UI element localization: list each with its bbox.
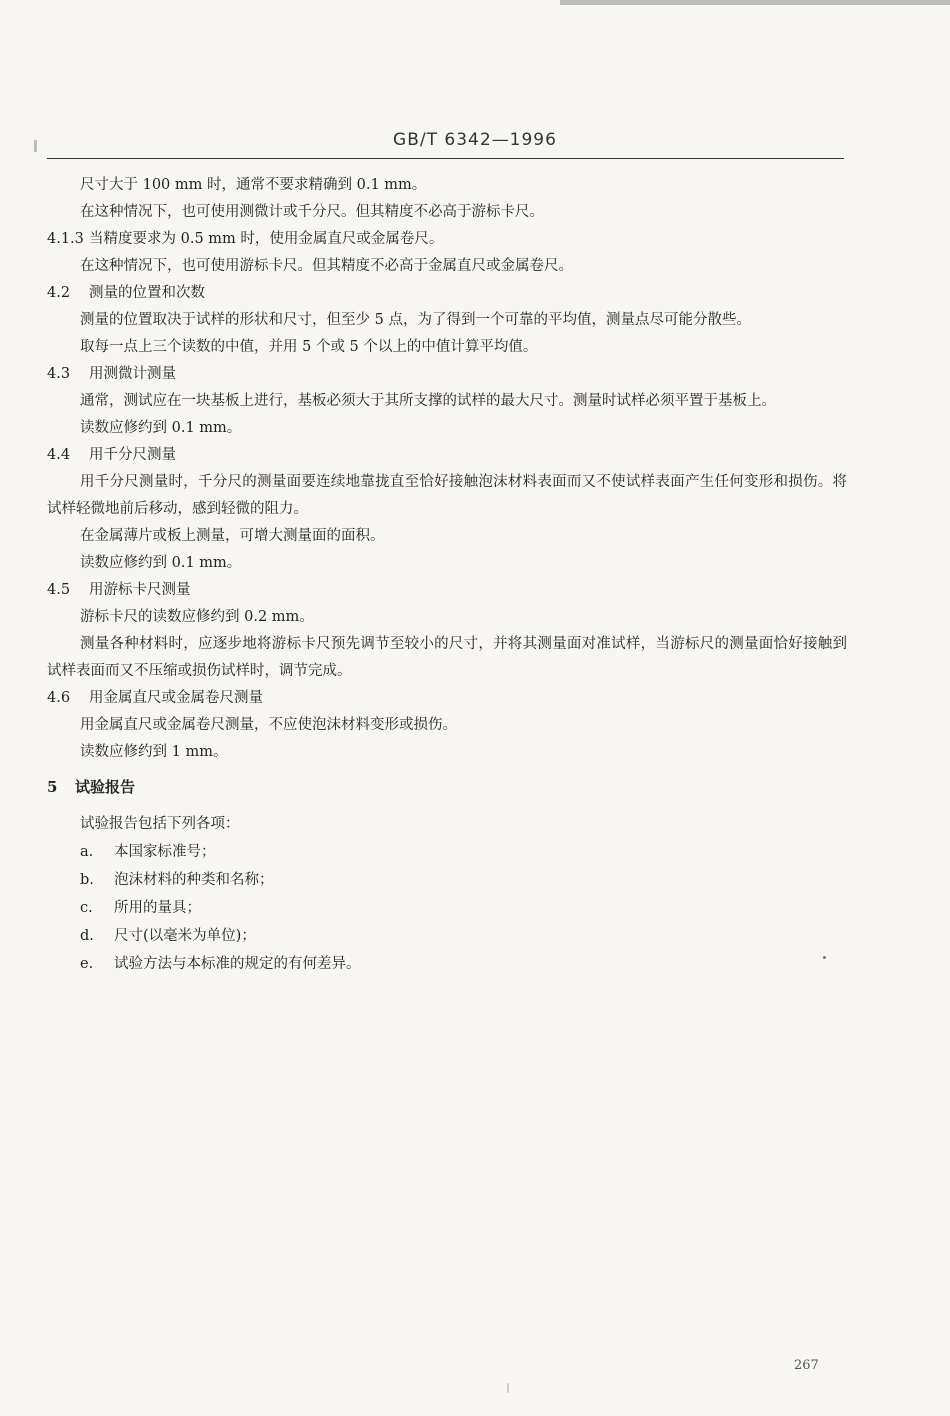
paragraph: 读数应修约到 0.1 mm。 — [80, 420, 242, 436]
paragraph: 游标卡尺的读数应修约到 0.2 mm。 — [80, 609, 314, 625]
scan-speck — [823, 956, 826, 959]
report-items — [47, 838, 847, 978]
report-item-label: d. — [80, 928, 94, 944]
paragraph: 用金属直尺或金属卷尺测量，不应使泡沫材料变形或损伤。 — [80, 717, 457, 733]
clause-number: 4.2 — [47, 285, 71, 301]
chapter-title: 试验报告 — [75, 778, 136, 796]
clause-number: 4.3 — [47, 366, 71, 382]
paragraph: 用千分尺测量时，千分尺的测量面要连续地靠拢直至恰好接触泡沫材料表面而又不使试样表面产生任何变形和损伤。将试样轻微地前后移动，感到轻微的阻力。 — [47, 474, 847, 517]
clause-title: 当精度要求为 0.5 mm 时，使用金属直尺或金属卷尺。 — [89, 231, 444, 247]
paragraph: 读数应修约到 1 mm。 — [80, 744, 228, 760]
report-item-text: 泡沫材料的种类和名称； — [114, 872, 274, 888]
clause-heading — [47, 685, 847, 712]
report-item-text: 尺寸(以毫米为单位)； — [114, 928, 256, 944]
paragraph: 在这种情况下，也可使用测微计或千分尺。但其精度不必高于游标卡尺。 — [80, 204, 544, 220]
paragraph: 在金属薄片或板上测量，可增大测量面的面积。 — [80, 528, 385, 544]
report-item — [47, 894, 847, 922]
report-item — [47, 922, 847, 950]
clause-heading — [47, 577, 847, 604]
clauses — [47, 172, 847, 766]
clause-title: 测量的位置和次数 — [89, 285, 205, 301]
clause-number: 4.5 — [47, 582, 71, 598]
paragraph: 尺寸大于 100 mm 时，通常不要求精确到 0.1 mm。 — [80, 177, 427, 193]
paragraph: 读数应修约到 0.1 mm。 — [80, 555, 242, 571]
clause-title: 用千分尺测量 — [89, 447, 176, 463]
report-item-label: b. — [80, 872, 94, 888]
report-item — [47, 866, 847, 894]
paragraph: 通常，测试应在一块基板上进行，基板必须大于其所支撑的试样的最大尺寸。测量时试样必须平置于基板上。 — [80, 393, 776, 409]
scan-edge-line — [560, 0, 950, 5]
clause-title: 用金属直尺或金属卷尺测量 — [89, 690, 263, 706]
report-item-text: 本国家标准号； — [114, 844, 216, 860]
report-intro: 试验报告包括下列各项： — [80, 816, 240, 832]
report-item-text: 试验方法与本标准的规定的有何差异。 — [114, 956, 361, 972]
clause-heading — [47, 442, 847, 469]
header-rule — [47, 158, 844, 159]
report-item-text: 所用的量具； — [114, 900, 201, 916]
paragraph: 测量的位置取决于试样的形状和尺寸，但至少 5 点，为了得到一个可靠的平均值，测量点尽可能分散些。 — [80, 312, 751, 328]
chapter-heading — [47, 774, 847, 801]
clause-title: 用游标卡尺测量 — [89, 582, 191, 598]
report-item-label: e. — [80, 956, 94, 972]
paragraph: 取每一点上三个读数的中值，并用 5 个或 5 个以上的中值计算平均值。 — [80, 339, 538, 355]
report-item — [47, 950, 847, 978]
clause-heading — [47, 361, 847, 388]
standard-number-header: GB/T 6342—1996 — [393, 130, 557, 150]
report-item — [47, 838, 847, 866]
scan-speck — [34, 140, 37, 152]
clause-number: 4.6 — [47, 690, 71, 706]
clause-heading — [47, 280, 847, 307]
paragraph: 在这种情况下，也可使用游标卡尺。但其精度不必高于金属直尺或金属卷尺。 — [80, 258, 573, 274]
chapter-number: 5 — [47, 778, 58, 796]
page-content — [47, 172, 847, 978]
clause-heading — [47, 226, 847, 253]
clause-title: 用测微计测量 — [89, 366, 176, 382]
clause-number: 4.4 — [47, 447, 71, 463]
page-number: 267 — [794, 1358, 819, 1373]
report-item-label: a. — [80, 844, 94, 860]
report-item-label: c. — [80, 900, 93, 916]
clause-number: 4.1.3 — [47, 231, 84, 247]
paragraph: 测量各种材料时，应逐步地将游标卡尺预先调节至较小的尺寸，并将其测量面对准试样，当游标尺的测量面恰好接触到试样表面而又不压缩或损伤试样时，调节完成。 — [47, 636, 847, 679]
scan-speck — [507, 1383, 509, 1393]
